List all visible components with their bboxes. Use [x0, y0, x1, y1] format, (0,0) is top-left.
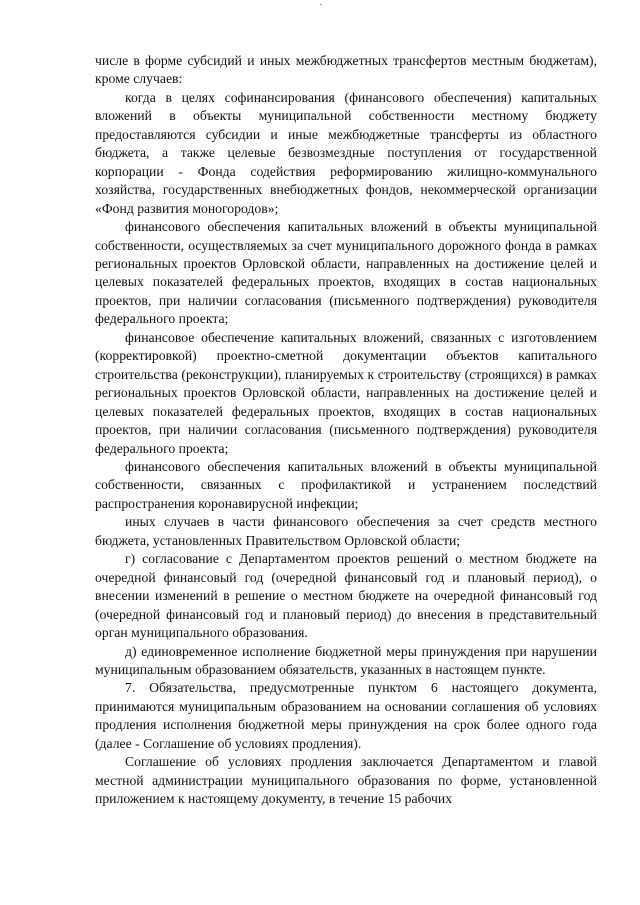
paragraph-section-7: 7. Обязательства, предусмотренные пунктом 6 настоящего документа, принимаются муниципальным образованием на основании соглашения об условиях продления исполнения бюджетной меры принуждения на срок более одного года (далее - Соглашение об условиях продления).	[95, 680, 597, 751]
paragraph-agreement-conclusion: Соглашение об условиях продления заключается Департаментом и главой местной администрации муниципального образования по форме, установленной приложением к настоящему документу, в течение 15 рабочих	[95, 754, 597, 807]
paragraph-item-d: д) единовременное исполнение бюджетной меры принуждения при нарушении муниципальным образованием обязательств, указанных в настоящем пункте.	[95, 643, 597, 677]
paragraph-cofinancing-case: когда в целях софинансирования (финансового обеспечения) капитальных вложений в объекты муниципальной собственности местному бюджету предоставляются субсидии и иные межбюджетные трансферты из областного бюджета, а также целевые безвозмездные поступления от государственной корпорации - Фонда содействия реформированию жилищно-коммунального хозяйства, государственных внебюджетных фондов, некоммерческой организации «Фонд развития моногородов»;	[95, 89, 597, 216]
paragraph-other-cases: иных случаев в части финансового обеспечения за счет средств местного бюджета, установленных Правительством Орловской области;	[95, 514, 597, 548]
paragraph-item-g: г) согласование с Департаментом проектов решений о местном бюджете на очередной финансовый год (очередной финансовый год и плановый период), о внесении изменений в решение о местном бюджете на очередной финансовый год (очередной финансовый год и плановый период) до внесения в представительный орган муниципального образования.	[95, 551, 597, 641]
paragraph-road-fund-case: финансового обеспечения капитальных вложений в объекты муниципальной собственности, осуществляемых за счет муниципального дорожного фонда в рамках региональных проектов Орловской области, направленных на достижение целей и целевых показателей федеральных проектов, входящих в состав национальных проектов, при наличии согласования (письменного подтверждения) руководителя федерального проекта;	[95, 219, 597, 327]
document-body	[95, 52, 597, 809]
paragraph-coronavirus-case: финансового обеспечения капитальных вложений в объекты муниципальной собственности, связанных с профилактикой и устранением последствий распространения коронавирусной инфекции;	[95, 458, 597, 511]
paragraph-continuation: числе в форме субсидий и иных межбюджетных трансфертов местным бюджетам), кроме случаев:	[95, 53, 597, 87]
scan-speck	[320, 4, 322, 5]
paragraph-design-documentation-case: финансовое обеспечение капитальных вложений, связанных с изготовлением (корректировкой) проектно-сметной документации объектов капитального строительства (реконструкции), планируемых к строительству (строящихся) в рамках региональных проектов Орловской области, направленных на достижение целей и целевых показателей федеральных проектов, входящих в состав национальных проектов, при наличии согласования (письменного подтверждения) руководителя федерального проекта;	[95, 329, 597, 456]
